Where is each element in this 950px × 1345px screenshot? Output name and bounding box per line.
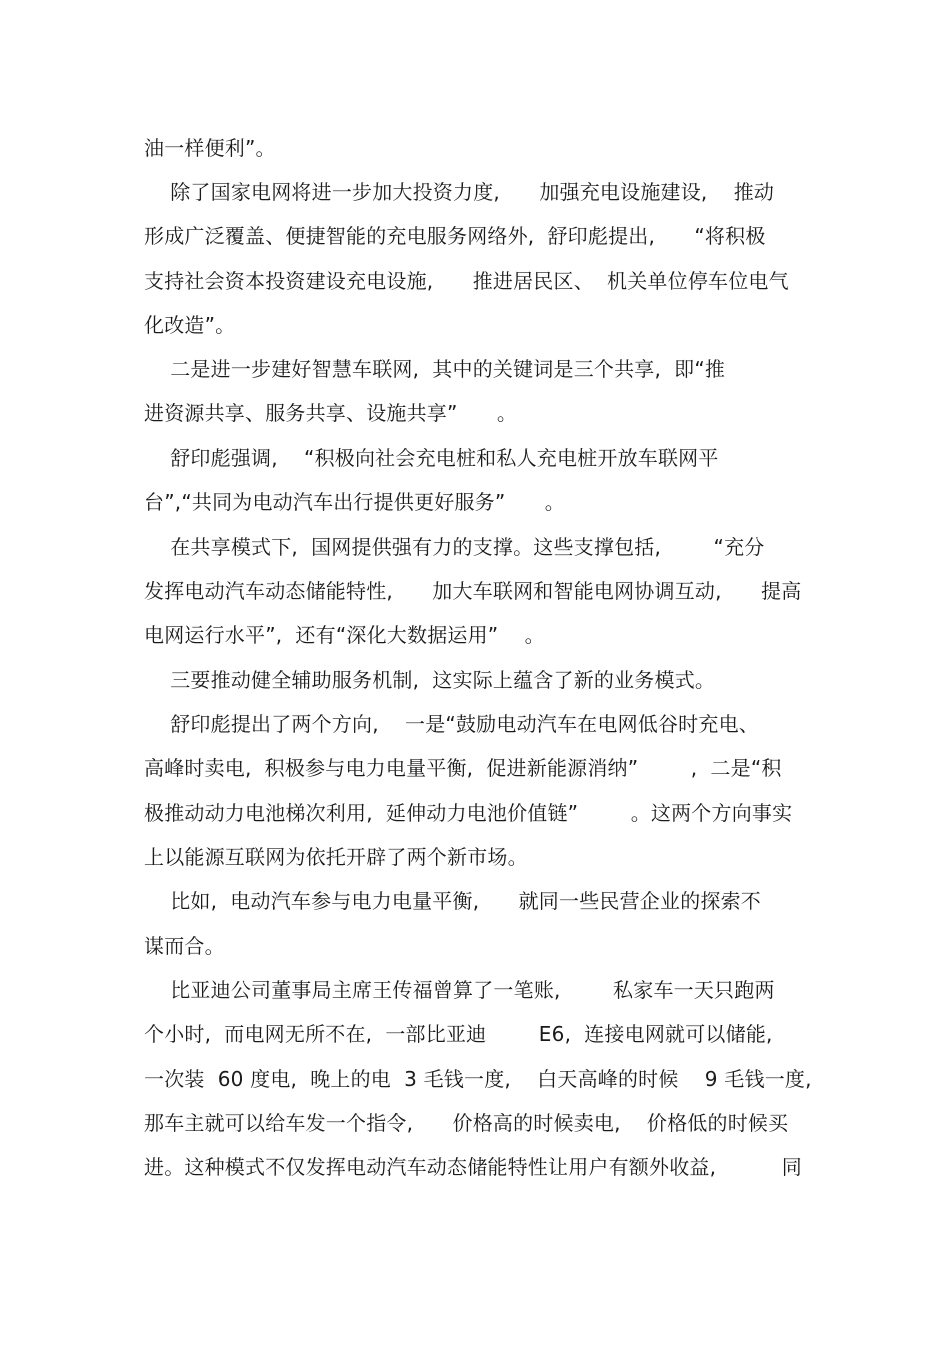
text-line: 除了国家电网将进一步加大投资力度, 加强充电设施建设, 推动: [144, 180, 775, 204]
text-line: 形成广泛覆盖、便捷智能的充电服务网络外, 舒印彪提出, “将积极: [144, 224, 766, 248]
text-line: 比如, 电动汽车参与电力电量平衡, 就同一些民营企业的探索不: [144, 889, 762, 913]
text-line: 那车主就可以给车发一个指令, 价格高的时候卖电, 价格低的时候买: [144, 1111, 789, 1135]
text-line: 油一样便利”。: [144, 136, 276, 160]
text-line: 个小时, 而电网无所不在, 一部比亚迪 E6, 连接电网就可以储能,: [144, 1022, 773, 1046]
text-line: 进。这种模式不仅发挥电动汽车动态储能特性让用户有额外收益, 同: [144, 1155, 802, 1179]
text-line: 进资源共享、服务共享、设施共享” 。: [144, 401, 518, 425]
text-line: 台”,“共同为电动汽车出行提供更好服务” 。: [144, 490, 565, 514]
text-line: 高峰时卖电, 积极参与电力电量平衡, 促进新能源消纳” , 二是“积: [144, 756, 782, 780]
text-line: 一次装 60 度电, 晚上的电 3 毛钱一度, 白天高峰的时候 9 毛钱一度,: [144, 1067, 812, 1091]
text-line: 在共享模式下, 国网提供强有力的支撑。这些支撑包括, “充分: [144, 535, 765, 559]
text-line: 比亚迪公司董事局主席王传福曾算了一笔账, 私家车一天只跑两: [144, 978, 775, 1002]
text-line: 极推动动力电池梯次利用, 延伸动力电池价值链” 。这两个方向事实: [144, 801, 793, 825]
text-line: 上以能源互联网为依托开辟了两个新市场。: [144, 845, 528, 869]
text-line: 舒印彪强调, “积极向社会充电桩和私人充电桩开放车联网平: [144, 446, 719, 470]
text-line: 谋而合。: [144, 934, 225, 958]
text-line: 化改造”。: [144, 313, 236, 337]
text-line: 二是进一步建好智慧车联网, 其中的关键词是三个共享, 即“推: [144, 357, 726, 381]
text-line: 电网运行水平”, 还有“深化大数据运用” 。: [144, 623, 545, 647]
text-line: 舒印彪提出了两个方向, 一是“鼓励电动汽车在电网低谷时充电、: [144, 712, 759, 736]
text-line: 三要推动健全辅助服务机制, 这实际上蕴含了新的业务模式。: [144, 668, 716, 692]
text-line: 发挥电动汽车动态储能特性, 加大车联网和智能电网协调互动, 提高: [144, 579, 802, 603]
text-line: 支持社会资本投资建设充电设施, 推进居民区、 机关单位停车位电气: [144, 269, 789, 293]
